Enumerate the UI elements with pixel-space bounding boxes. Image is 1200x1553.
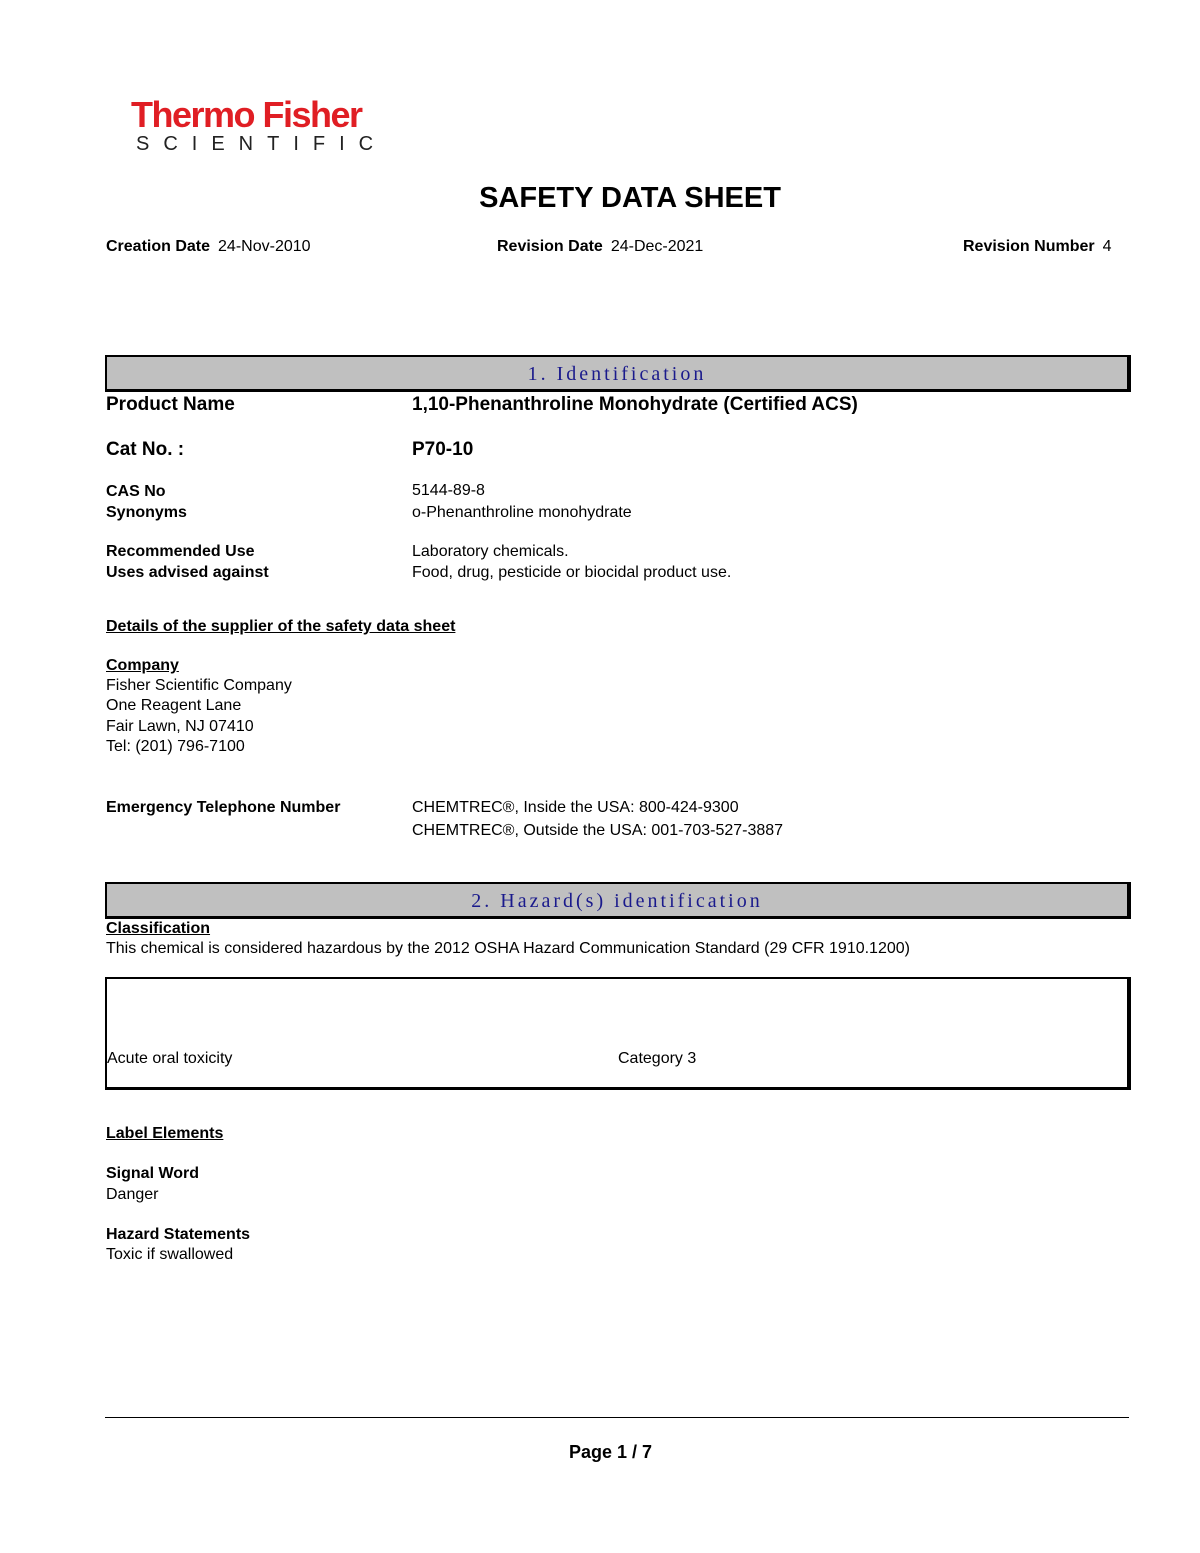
- hazard-statements-label: Hazard Statements: [106, 1226, 251, 1243]
- hazard-class-name: Acute oral toxicity: [107, 1050, 233, 1067]
- creation-date: [106, 238, 311, 256]
- emergency-phone-label: Emergency Telephone Number: [106, 799, 341, 816]
- label-elements-heading: Label Elements: [106, 1125, 224, 1142]
- hazard-classification-box: [105, 977, 1131, 1090]
- company-line: Tel: (201) 796-7100: [106, 738, 245, 755]
- cas-no-label: CAS No: [106, 483, 166, 500]
- hazard-statements-value: Toxic if swallowed: [106, 1246, 234, 1263]
- creation-date-label: Creation Date: [106, 238, 211, 255]
- revision-number: [963, 238, 1112, 256]
- company-line: Fisher Scientific Company: [106, 677, 292, 694]
- signal-word-value: Danger: [106, 1186, 159, 1203]
- revision-number-label: Revision Number: [963, 238, 1095, 255]
- company-logo: Thermo Fisher: [131, 94, 362, 135]
- company-heading: Company: [106, 657, 179, 674]
- classification-heading: Classification: [106, 920, 211, 937]
- section-1-header: 1. Identification: [105, 355, 1131, 392]
- section-2-header: 2. Hazard(s) identification: [105, 882, 1131, 919]
- uses-advised-against-value: Food, drug, pesticide or biocidal product use.: [412, 564, 732, 581]
- uses-advised-against-label: Uses advised against: [106, 564, 269, 581]
- emergency-phone-line: CHEMTREC®, Outside the USA: 001-703-527-3887: [412, 822, 784, 839]
- page-number: Page 1 / 7: [569, 1442, 653, 1462]
- page-title: SAFETY DATA SHEET: [479, 182, 781, 214]
- footer-divider: [105, 1417, 1129, 1418]
- signal-word-label: Signal Word: [106, 1165, 200, 1182]
- synonyms-value: o-Phenanthroline monohydrate: [412, 504, 632, 521]
- hazard-class-category: Category 3: [618, 1050, 697, 1067]
- synonyms-label: Synonyms: [106, 504, 187, 521]
- revision-date: [497, 238, 703, 256]
- company-logo-subtitle: SCIENTIFIC: [136, 133, 388, 155]
- cas-no-value: 5144-89-8: [412, 482, 485, 499]
- revision-number-value: 4: [1102, 238, 1112, 255]
- company-line: Fair Lawn, NJ 07410: [106, 718, 254, 735]
- product-name-value: 1,10-Phenanthroline Monohydrate (Certified ACS): [412, 394, 858, 415]
- revision-date-label: Revision Date: [497, 238, 603, 255]
- classification-text: This chemical is considered hazardous by the 2012 OSHA Hazard Communication Standard (29 CFR 1910.1200): [106, 940, 910, 957]
- cat-no-label: Cat No. :: [106, 439, 185, 460]
- recommended-use-label: Recommended Use: [106, 543, 255, 560]
- revision-date-value: 24-Dec-2021: [610, 238, 704, 255]
- emergency-phone-line: CHEMTREC®, Inside the USA: 800-424-9300: [412, 799, 739, 816]
- cat-no-value: P70-10: [412, 439, 474, 460]
- product-name-label: Product Name: [106, 394, 235, 415]
- supplier-heading: Details of the supplier of the safety data sheet: [106, 618, 456, 635]
- creation-date-value: 24-Nov-2010: [218, 238, 311, 255]
- recommended-use-value: Laboratory chemicals.: [412, 543, 569, 560]
- company-line: One Reagent Lane: [106, 697, 242, 714]
